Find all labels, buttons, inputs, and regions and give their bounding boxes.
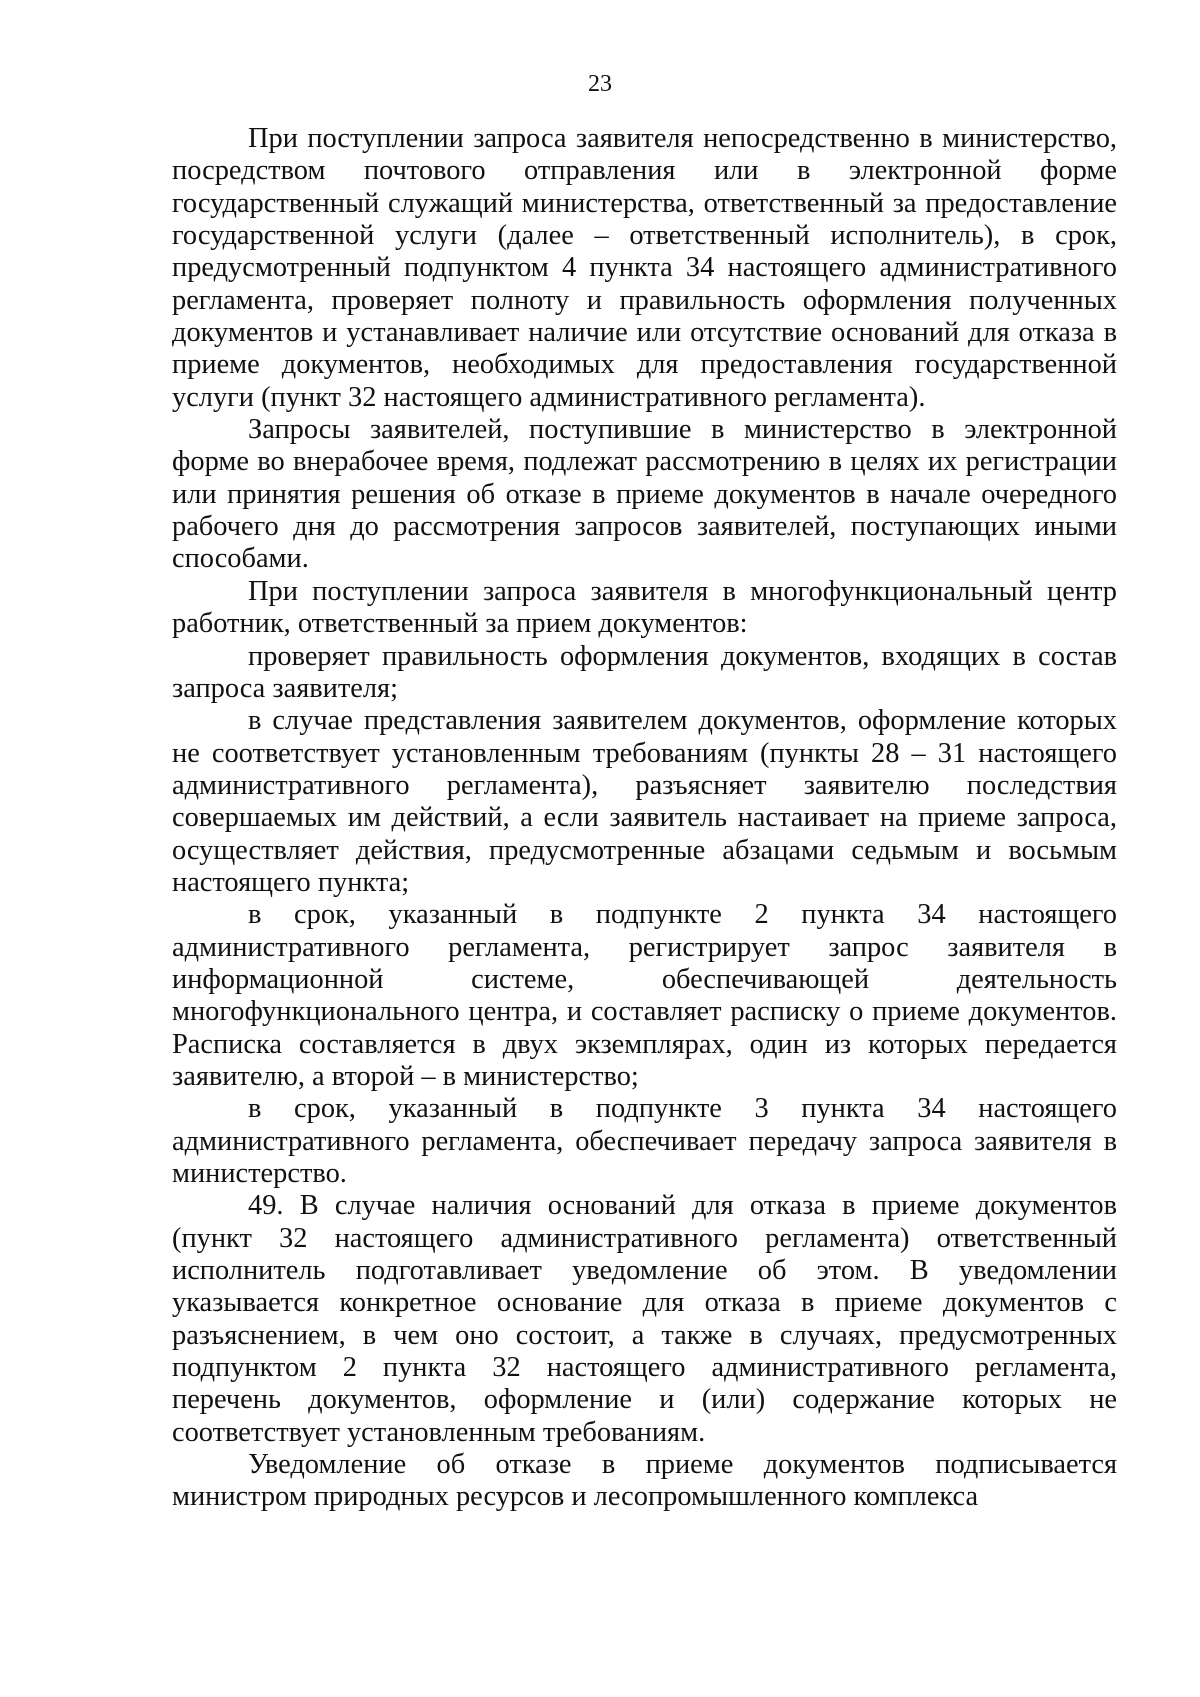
paragraph-mail-request: При поступлении запроса заявителя непосредственно в министерство, посредством почтового отправления или в электронной форме государственный служащий министерства, ответственный за предоставление государственной услуги (далее – ответственный исполнитель), в срок, предусмотренный подпунктом 4 пункта 34 настоящего административного регламента, проверяет полноту и правильность оформления полученных документов и устанавливает наличие или отсутствие оснований для отказа в приеме документов, необходимых для предоставления государственной услуги (пункт 32 настоящего административного регламента). [172, 123, 1117, 413]
paragraph-transfer: в срок, указанный в подпункте 3 пункта 34 настоящего административного регламента, обеспечивает передачу запроса заявителя в министерство. [172, 1093, 1117, 1189]
paragraph-49-refusal-grounds: 49. В случае наличия оснований для отказа в приеме документов (пункт 32 настоящего административного регламента) ответственный исполнитель подготавливает уведомление об этом. В уведомлении указывается конкретное основание для отказа в приеме документов с разъяснением, в чем оно состоит, а также в случаях, предусмотренных подпунктом 2 пункта 32 настоящего административного регламента, перечень документов, оформление и (или) содержание которых не соответствует установленным требованиям. [172, 1190, 1117, 1448]
document-body [172, 123, 1117, 1514]
page-number: 23 [588, 71, 612, 97]
paragraph-mfc-request: При поступлении запроса заявителя в многофункциональный центр работник, ответственный за прием документов: [172, 575, 1117, 640]
paragraph-nonconforming-documents: в случае представления заявителем документов, оформление которых не соответствует установленным требованиям (пункты 28 – 31 настоящего административного регламента), разъясняет заявителю последствия совершаемых им действий, а если заявитель настаивает на приеме запроса, осуществляет действия, предусмотренные абзацами седьмым и восьмым настоящего пункта; [172, 705, 1117, 898]
paragraph-registration: в срок, указанный в подпункте 2 пункта 34 настоящего административного регламента, регистрирует запрос заявителя в информационной системе, обеспечивающей деятельность многофункционального центра, и составляет расписку о приеме документов. Расписка составляется в двух экземплярах, один из которых передается заявителю, а второй – в министерство; [172, 899, 1117, 1092]
paragraph-refusal-notice-signature: Уведомление об отказе в приеме документов подписывается министром природных ресурсов и лесопромышленного комплекса [172, 1449, 1117, 1513]
paragraph-electronic-requests: Запросы заявителей, поступившие в министерство в электронной форме во внерабочее время, подлежат рассмотрению в целях их регистрации или принятия решения об отказе в приеме документов в начале очередного рабочего дня до рассмотрения запросов заявителей, поступающих иными способами. [172, 414, 1117, 575]
paragraph-check-documents: проверяет правильность оформления документов, входящих в состав запроса заявителя; [172, 640, 1117, 704]
